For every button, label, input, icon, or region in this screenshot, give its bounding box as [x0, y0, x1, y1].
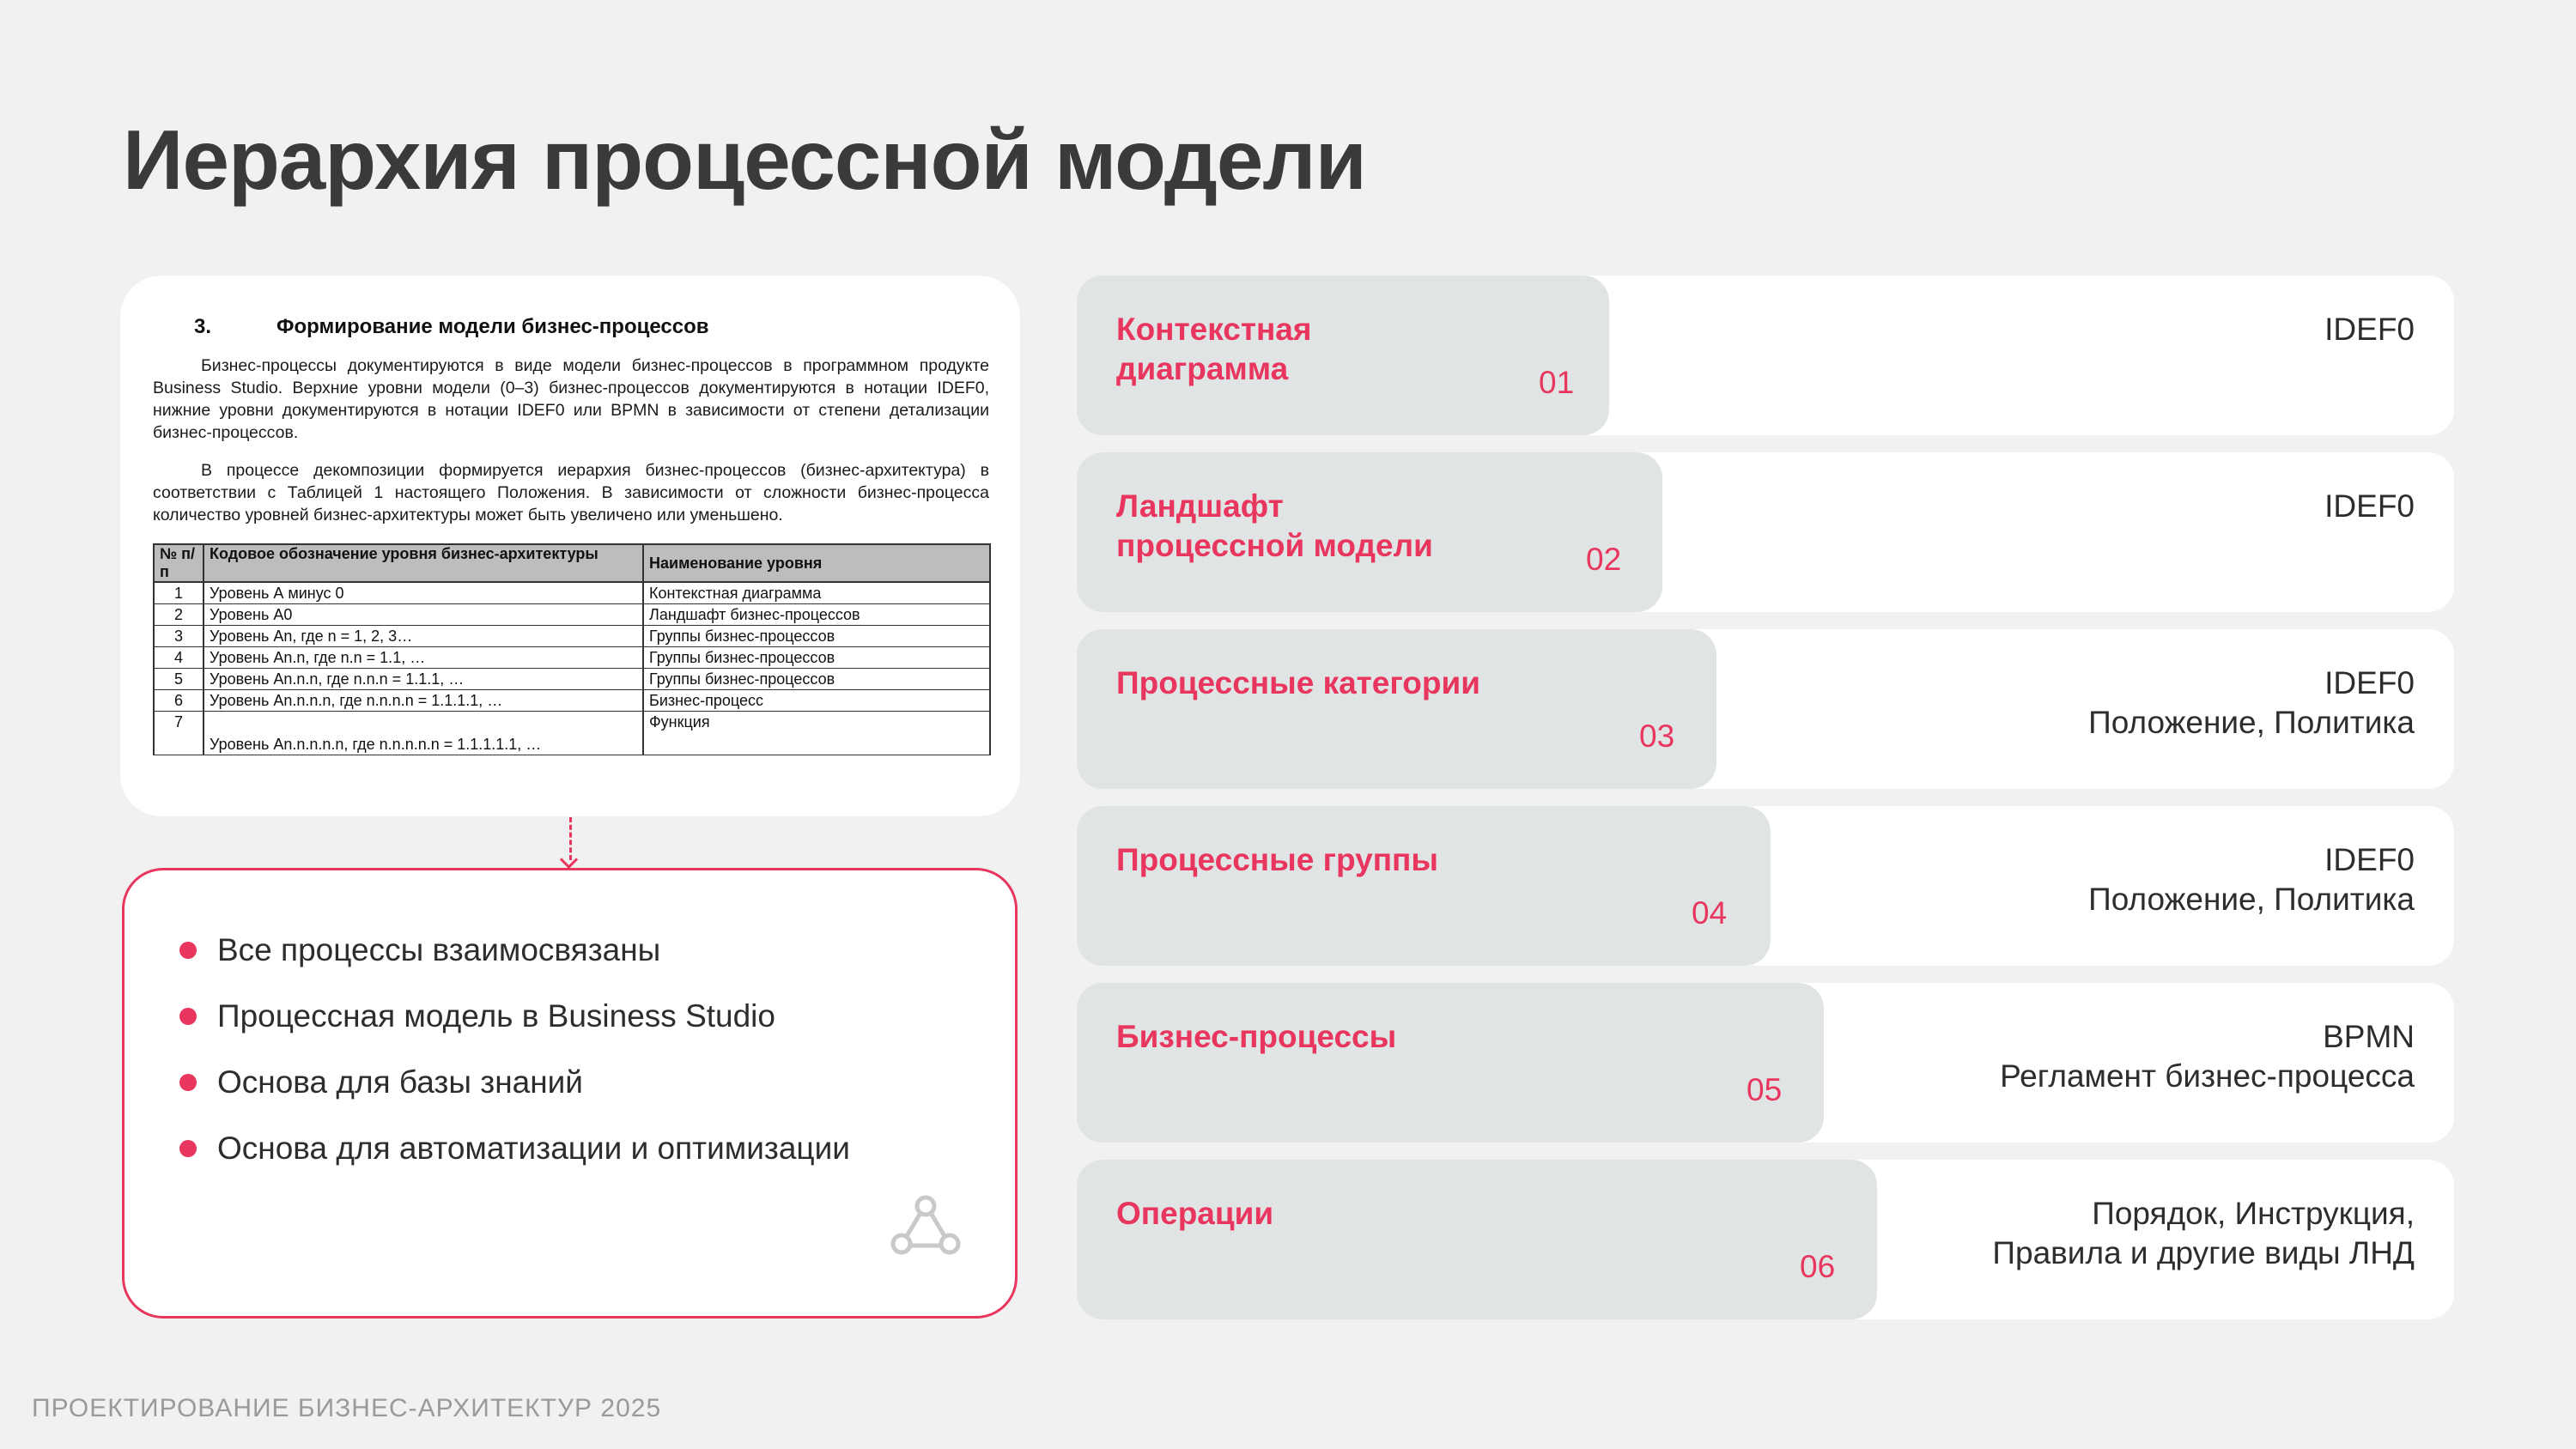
table-cell: Уровень Аn.n.n.n.n, где n.n.n.n.n = 1.1.1.1.1, … [204, 712, 643, 755]
section-number: 3. [194, 315, 212, 338]
table-cell: Бизнес-процесс [643, 690, 990, 712]
level-notation: IDEF0 Положение, Политика [2088, 665, 2415, 740]
table-cell: Уровень Аn.n.n.n, где n.n.n.n = 1.1.1.1, … [204, 690, 643, 712]
list-item-text: Все процессы взаимосвязаны [217, 931, 661, 967]
level-notation: IDEF0 [2324, 488, 2415, 524]
level-row-04 [1077, 806, 2454, 966]
level-name: Контекстная диаграмма [1116, 312, 1312, 386]
level-row-02 [1077, 452, 2454, 612]
level-row-05 [1077, 983, 2454, 1143]
level-label-pill [1077, 452, 1662, 612]
level-label-pill [1077, 629, 1716, 789]
table-cell: Уровень Аn, где n = 1, 2, 3… [204, 626, 643, 647]
level-number: 02 [1586, 542, 1622, 577]
table-row [154, 604, 990, 626]
table-row [154, 626, 990, 647]
page-title: Иерархия процессной модели [123, 112, 1366, 207]
level-number: 06 [1800, 1249, 1836, 1284]
table-cell: 7 [154, 712, 204, 755]
table-header-cell: № п/п [154, 544, 204, 582]
level-notation: IDEF0 [2324, 312, 2415, 347]
level-name: Процессные категории [1116, 665, 1481, 700]
section-title: Формирование модели бизнес-процессов [276, 315, 709, 338]
table-header-row [154, 544, 990, 582]
level-notation: IDEF0 Положение, Политика [2088, 842, 2415, 917]
level-label-pill [1077, 1160, 1877, 1319]
table-cell: Уровень А минус 0 [204, 582, 643, 604]
footer-caption: ПРОЕКТИРОВАНИЕ БИЗНЕС-АРХИТЕКТУР 2025 [32, 1394, 662, 1422]
table-cell: Группы бизнес-процессов [643, 669, 990, 690]
document-paragraph-1: Бизнес-процессы документируются в виде модели бизнес-процессов в программном продукте Business Studio. Верхние уровни модели (0–3) бизнес-процессов документируются в нотации IDEF0, нижние уровни документируются в нотации IDEF0 или BPMN в зависимости от степени детализации бизнес-процессов. [153, 356, 989, 442]
level-row-03 [1077, 629, 2454, 789]
table-row [154, 647, 990, 669]
document-heading [194, 315, 989, 339]
list-item [179, 983, 850, 1049]
level-row-06 [1077, 1160, 2454, 1319]
table-cell: Группы бизнес-процессов [643, 626, 990, 647]
table-cell: 3 [154, 626, 204, 647]
network-icon [890, 1194, 962, 1258]
level-notation: Порядок, Инструкция, Правила и другие виды ЛНД [1992, 1196, 2415, 1270]
level-name: Операции [1116, 1196, 1274, 1231]
table-cell: 4 [154, 647, 204, 669]
table-row [154, 690, 990, 712]
level-label-pill [1077, 806, 1771, 966]
level-row-01 [1077, 276, 2454, 435]
table-row [154, 582, 990, 604]
table-header-cell: Наименование уровня [643, 544, 990, 582]
document-paragraph-2: В процессе декомпозиции формируется иерархия бизнес-процессов (бизнес-архитектура) в соответствии с Таблицей 1 настоящего Положения. В зависимости от сложности бизнес-процесса количество уровней бизнес-архитектуры может быть увеличено или уменьшено. [153, 461, 989, 524]
level-label-pill [1077, 983, 1824, 1143]
table-cell: 2 [154, 604, 204, 626]
list-item-text: Основа для автоматизации и оптимизации [217, 1130, 850, 1166]
table-cell: Ландшафт бизнес-процессов [643, 604, 990, 626]
list-item-text: Процессная модель в Business Studio [217, 997, 775, 1034]
document-excerpt [153, 315, 989, 755]
bullet-dot-icon [179, 1074, 197, 1091]
key-points-card [122, 868, 1018, 1319]
list-item [179, 917, 850, 983]
table-header-cell: Кодовое обозначение уровня бизнес-архитектуры [204, 544, 643, 582]
table-cell: 6 [154, 690, 204, 712]
document-excerpt-card [120, 276, 1020, 816]
bullet-dot-icon [179, 1008, 197, 1025]
level-name: Ландшафт процессной модели [1116, 488, 1433, 563]
table-cell: Контекстная диаграмма [643, 582, 990, 604]
levels-table [153, 543, 991, 755]
key-points-list [179, 917, 850, 1181]
arrow-down-icon [560, 851, 578, 869]
table-cell: Уровень Аn.n.n, где n.n.n = 1.1.1, … [204, 669, 643, 690]
level-label-pill [1077, 276, 1609, 435]
table-row [154, 712, 990, 755]
table-cell: Уровень Аn.n, где n.n = 1.1, … [204, 647, 643, 669]
table-cell: 1 [154, 582, 204, 604]
level-name: Бизнес-процессы [1116, 1019, 1397, 1054]
level-notation: BPMN Регламент бизнес-процесса [2000, 1019, 2415, 1094]
table-row [154, 669, 990, 690]
level-number: 05 [1747, 1072, 1783, 1107]
table-cell: Уровень А0 [204, 604, 643, 626]
level-number: 04 [1692, 895, 1728, 931]
level-number: 01 [1539, 365, 1575, 400]
table-cell: Функция [643, 712, 990, 755]
level-name: Процессные группы [1116, 842, 1438, 877]
table-cell: Группы бизнес-процессов [643, 647, 990, 669]
list-item-text: Основа для базы знаний [217, 1064, 583, 1100]
bullet-dot-icon [179, 942, 197, 959]
level-number: 03 [1639, 718, 1675, 754]
list-item [179, 1049, 850, 1115]
list-item [179, 1115, 850, 1181]
table-cell: 5 [154, 669, 204, 690]
bullet-dot-icon [179, 1140, 197, 1157]
